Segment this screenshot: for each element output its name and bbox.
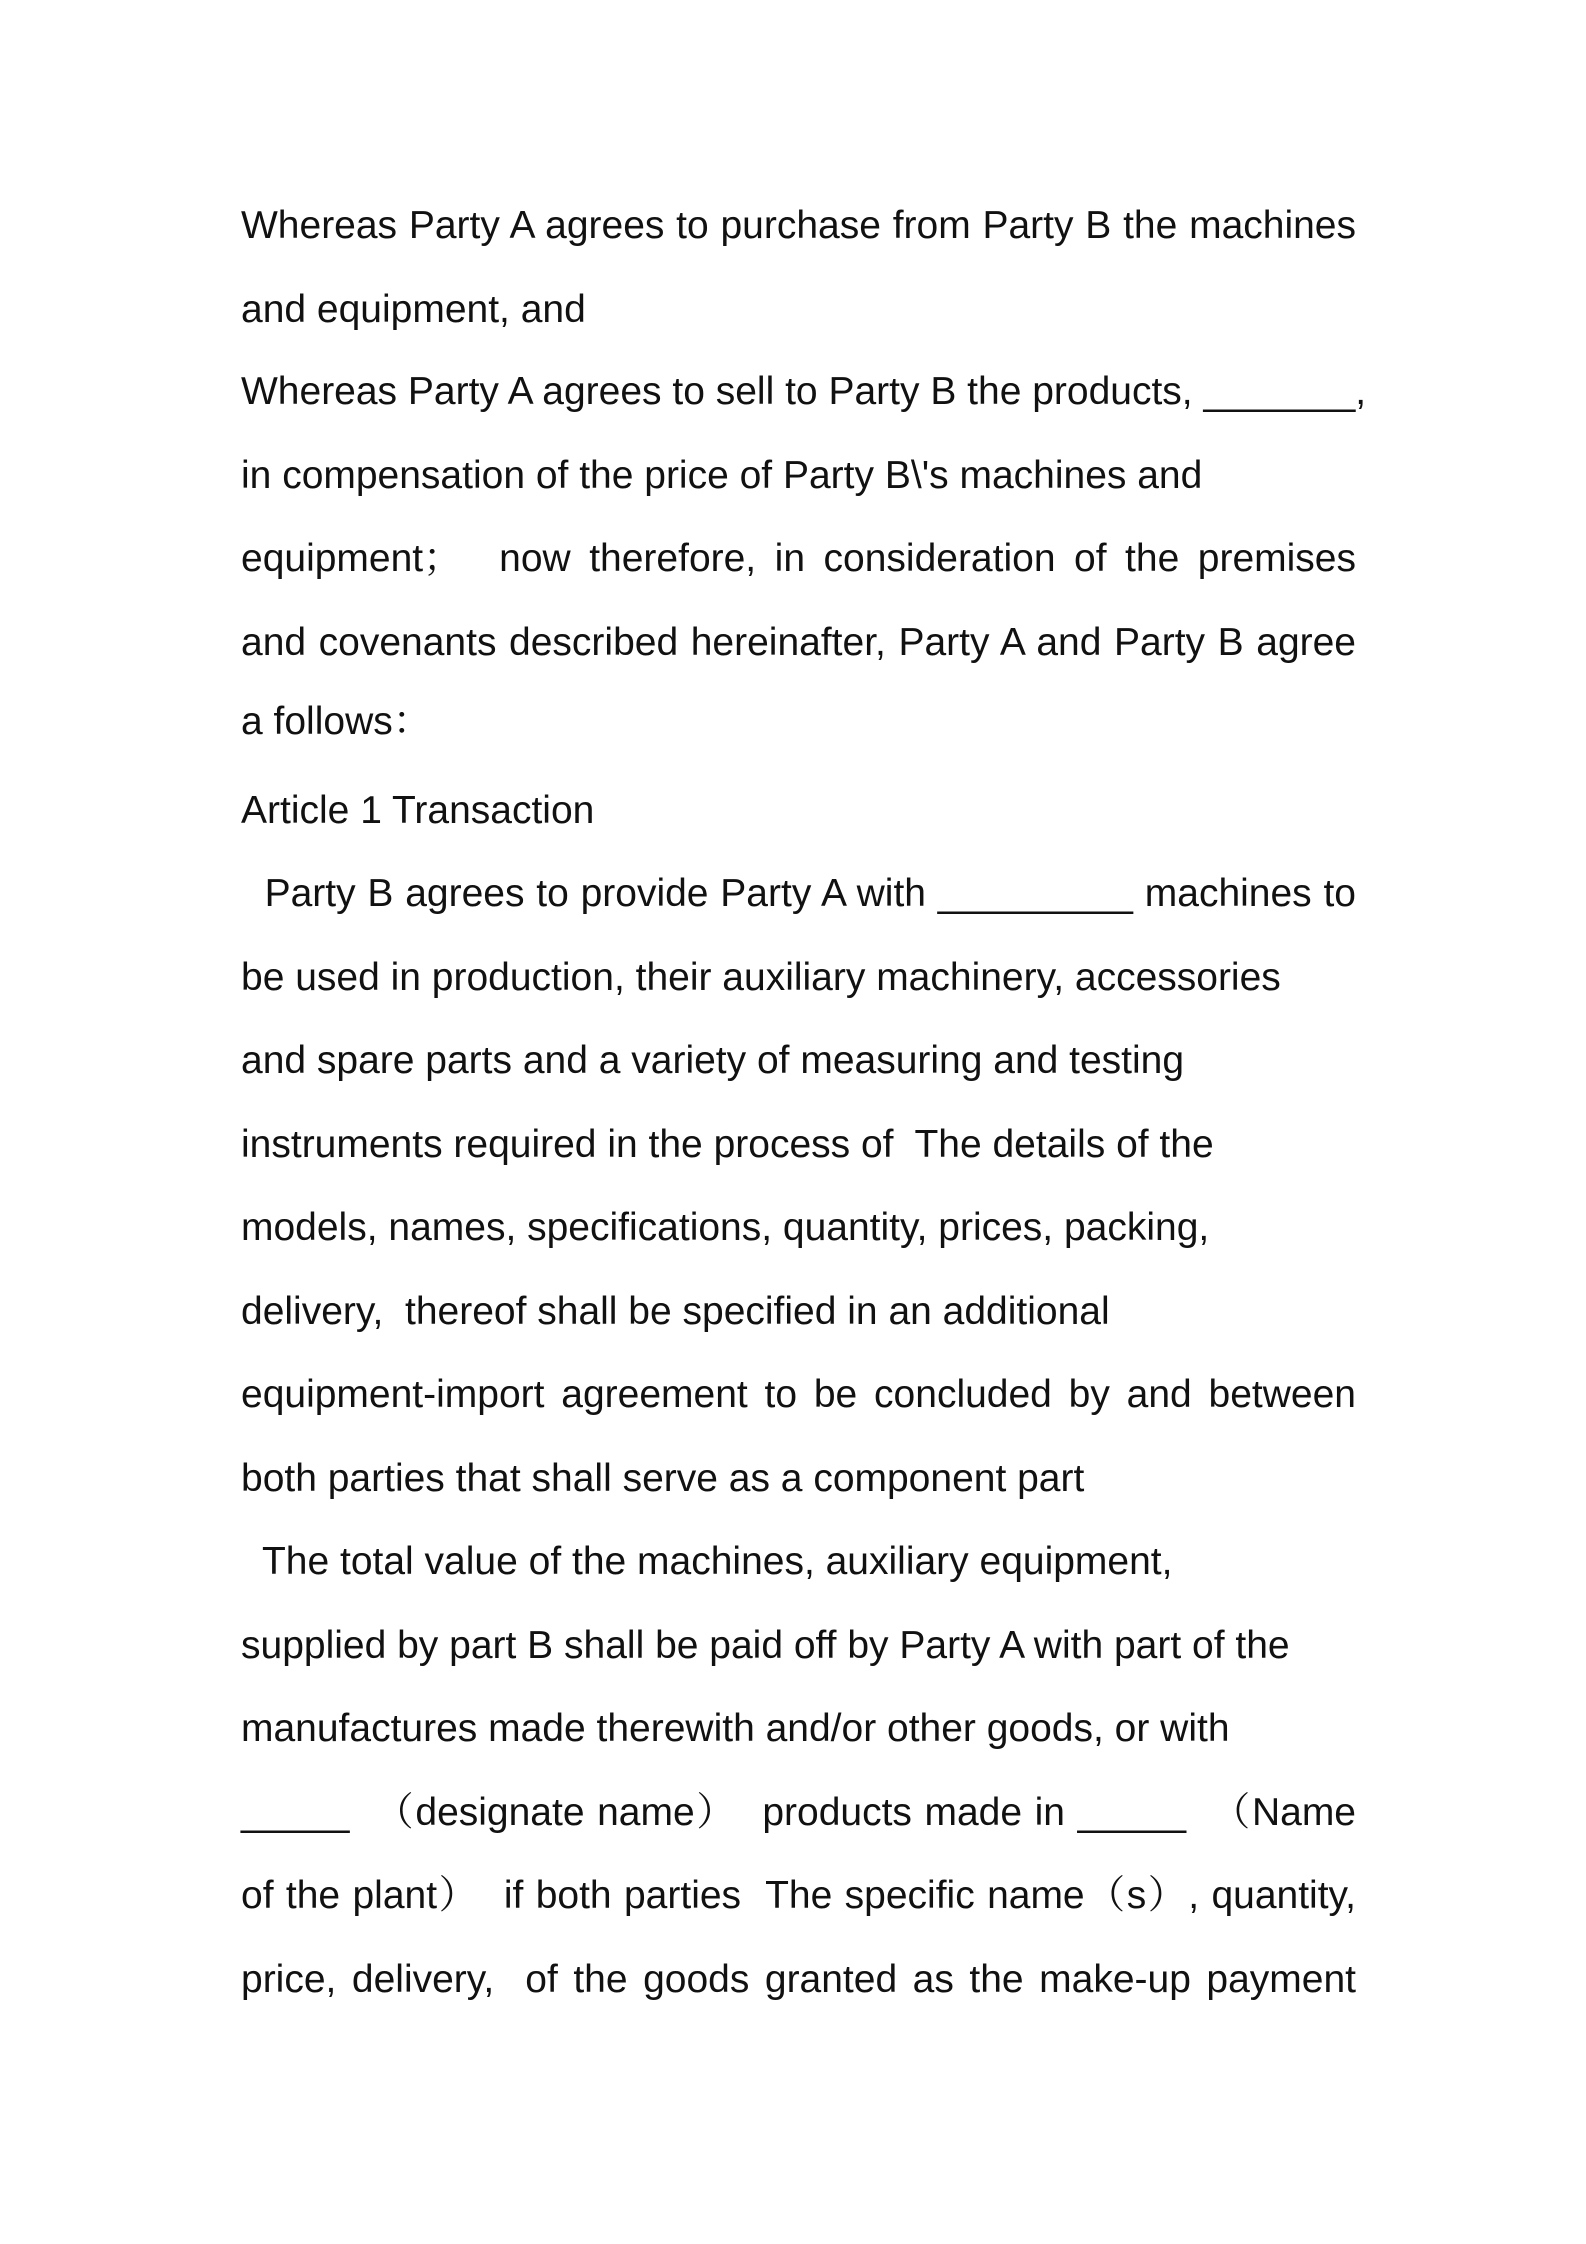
text-line-20: _____ （designate name） products made in _____ （Name [241, 1791, 1356, 1834]
text-line-5: equipment； now therefore, in consideration of the premises [241, 537, 1356, 580]
text-line-10: be used in production, their auxiliary machinery, accessories [241, 956, 1281, 999]
text-line-9: Party B agrees to provide Party A with _________ machines to [241, 872, 1356, 915]
text-line-16: both parties that shall serve as a component part [241, 1457, 1085, 1500]
section-heading-article-1: Article 1 Transaction [241, 789, 595, 832]
text-line-6: and covenants described hereinafter, Party A and Party B agree [241, 621, 1356, 664]
text-line-17: The total value of the machines, auxiliary equipment, [241, 1540, 1173, 1583]
text-line-3: Whereas Party A agrees to sell to Party B the products, _______, [241, 370, 1367, 413]
text-line-15: equipment-import agreement to be concluded by and between [241, 1373, 1356, 1416]
text-line-14: delivery, thereof shall be specified in an additional [241, 1290, 1110, 1333]
text-line-22: price, delivery, of the goods granted as the make-up payment [241, 1958, 1356, 2001]
text-line-19: manufactures made therewith and/or other goods, or with [241, 1707, 1230, 1750]
text-line-13: models, names, specifications, quantity, prices, packing, [241, 1206, 1210, 1249]
text-line-21: of the plant） if both parties The specific name（s）, quantity, [241, 1874, 1356, 1917]
text-line-12: instruments required in the process of The details of the [241, 1123, 1214, 1166]
text-line-1: Whereas Party A agrees to purchase from Party B the machines [241, 204, 1356, 247]
text-line-11: and spare parts and a variety of measuring and testing [241, 1039, 1185, 1082]
text-line-4: in compensation of the price of Party B\'s machines and [241, 454, 1203, 497]
text-line-18: supplied by part B shall be paid off by Party A with part of the [241, 1624, 1290, 1667]
text-line-7: a follows： [241, 700, 432, 743]
text-line-2: and equipment, and [241, 288, 586, 331]
